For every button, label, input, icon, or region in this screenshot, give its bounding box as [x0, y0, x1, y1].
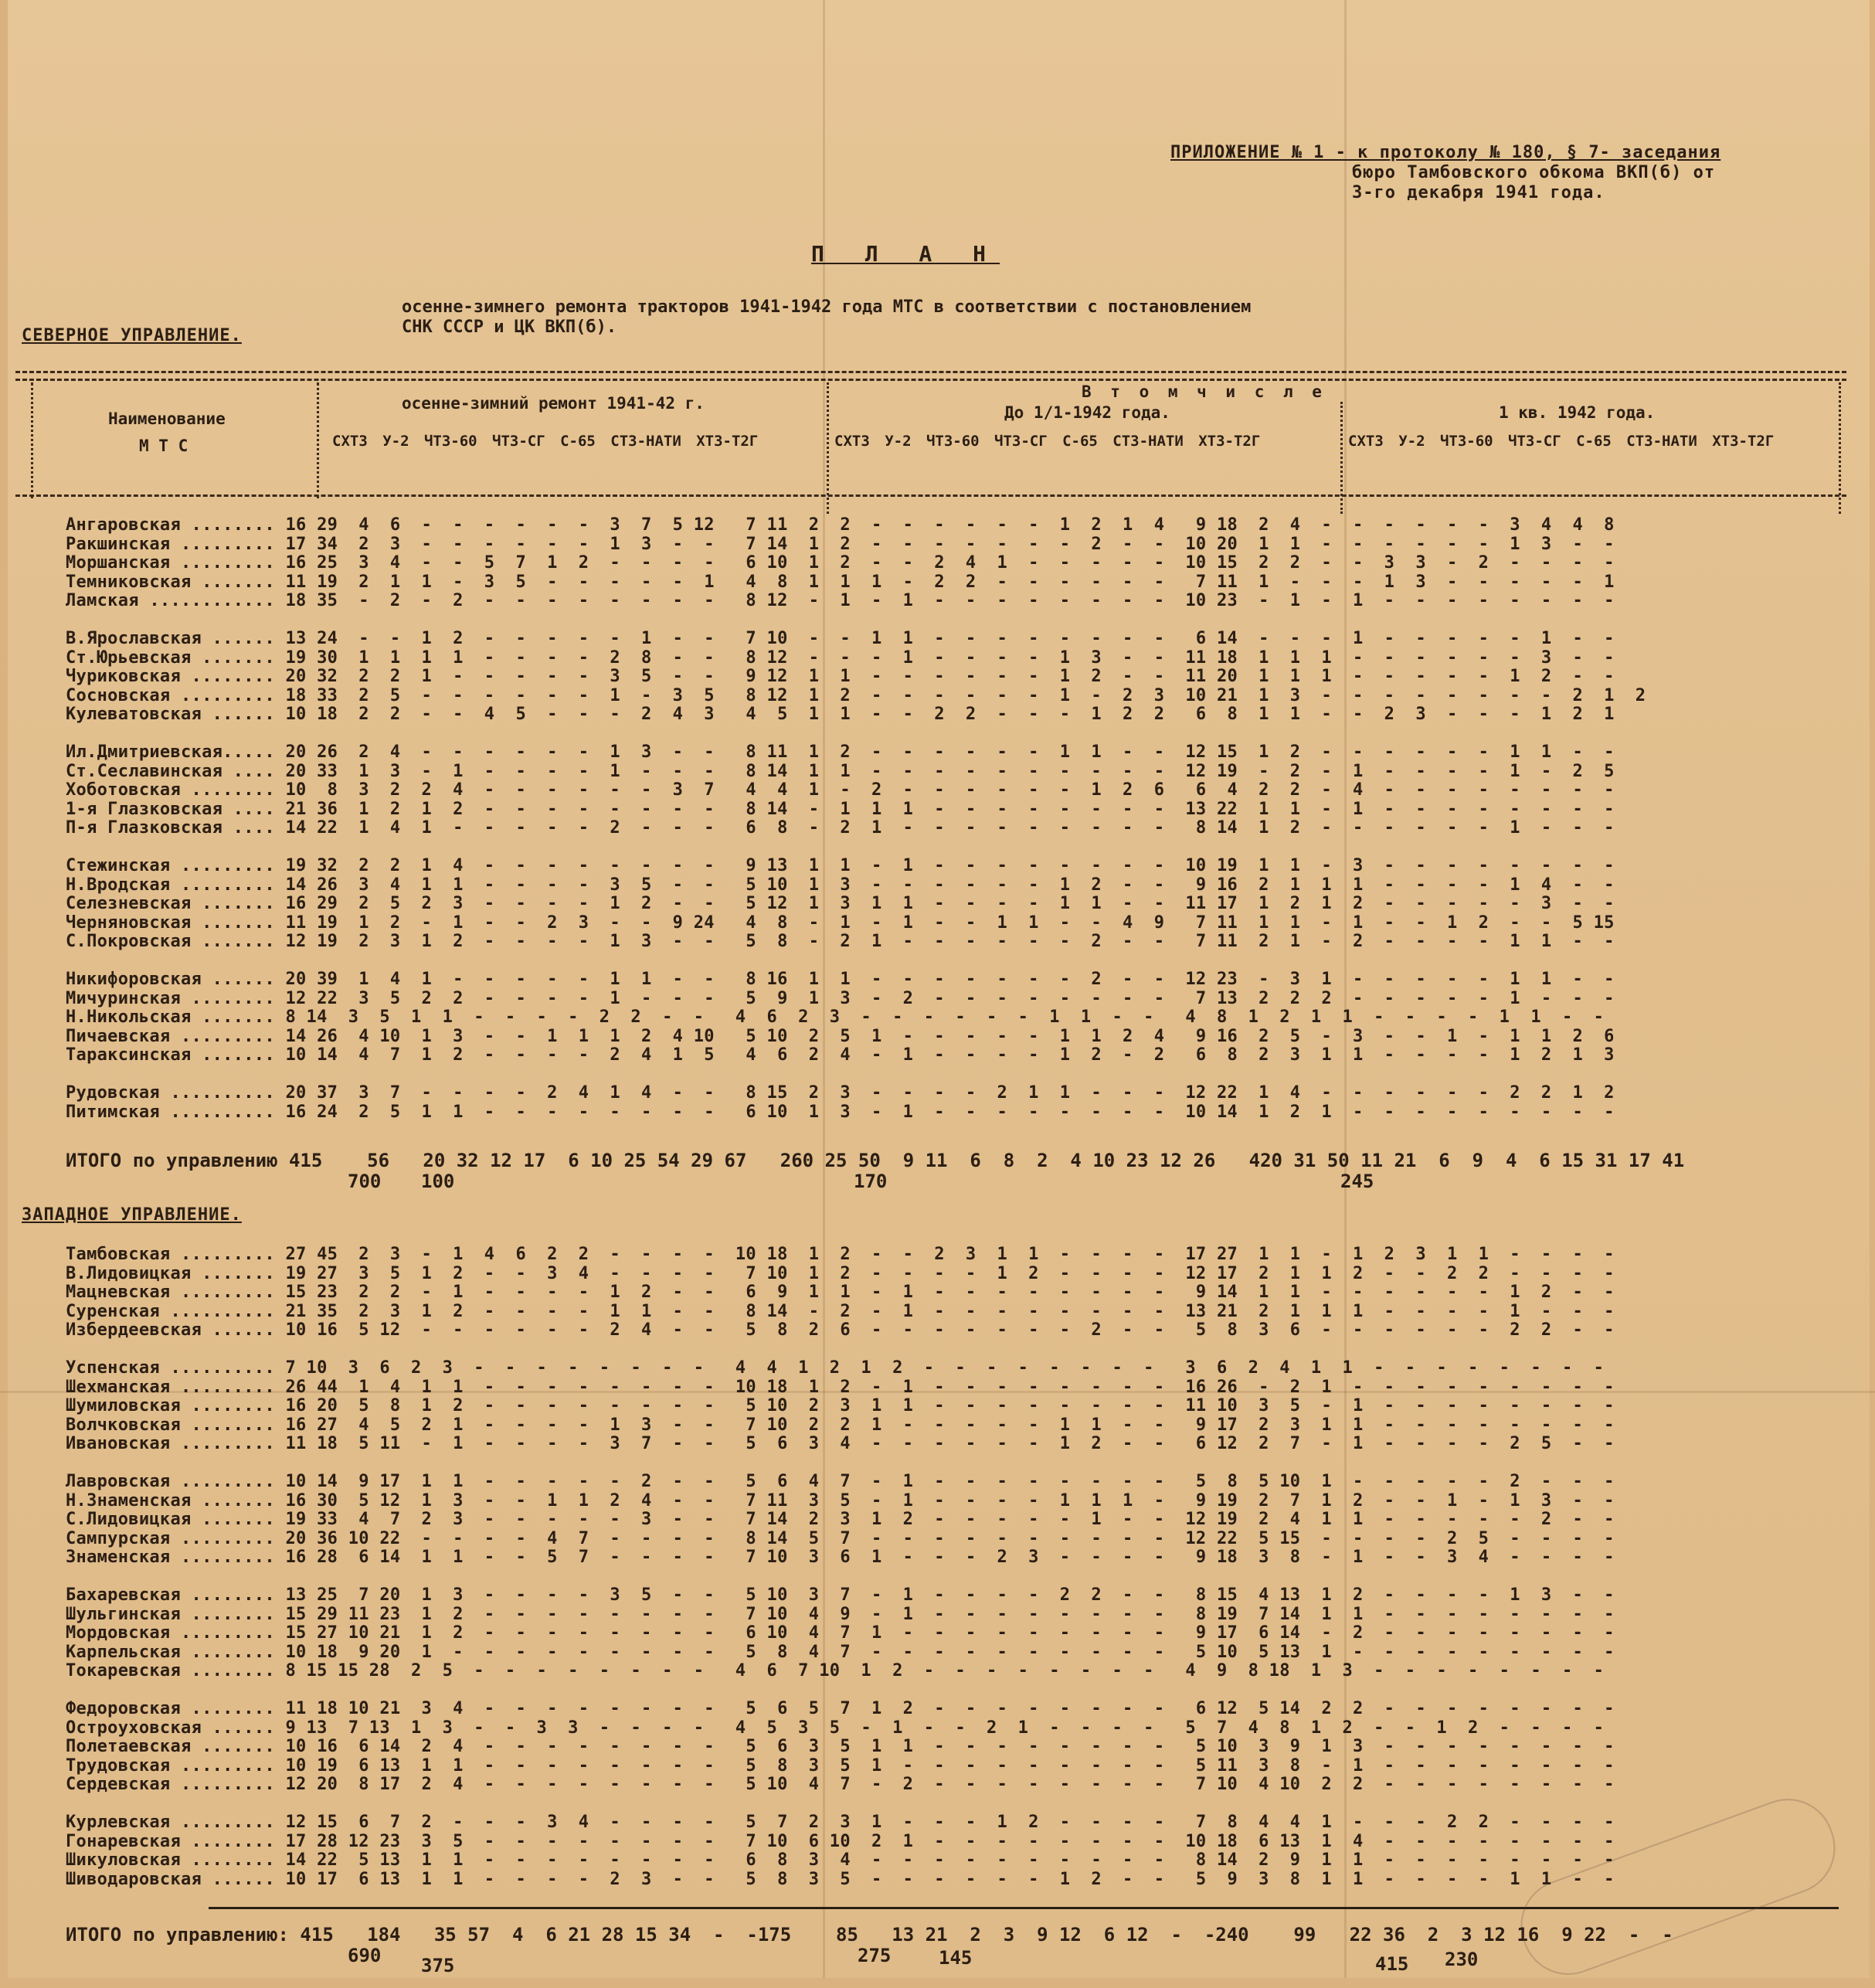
table-row: Тамбовская ......... 27 45 2 3 - 1 4 6 2 2 - - - - 10 18 1 2 - - 2 3 1 1 - - - - 17 27 1 1 - 1 2 3 1 1 - - - - [66, 1245, 1615, 1264]
table-row: Селезневская ....... 16 29 2 5 2 3 - - - - 1 2 - - 5 12 1 3 1 1 - - - - 1 1 - - 11 17 1 2 1 2 - - - - - 3 - - [66, 894, 1615, 914]
table-row: Шехманская ......... 26 44 1 4 1 1 - - - - - - - - 10 18 1 2 - 1 - - - - - - - - 16 26 - 2 1 - - - - - - - - - [66, 1377, 1615, 1397]
table-row: П-я Глазковская .... 14 22 1 4 1 - - - - - 2 - - - 6 8 - 2 1 - - - - - - - - - 8 14 1 2 - - - - - - 1 - - - [66, 818, 1615, 838]
page-title: П Л А Н [811, 241, 1000, 267]
table-row: Трудовская ......... 10 19 6 13 1 1 - - - - - - - - 5 8 3 5 1 - - - - - - - - - 5 11 3 8 - 1 - - - - - - - - [66, 1755, 1615, 1776]
north-total-sub: 700 [348, 1171, 382, 1192]
table-row: Лавровская ......... 10 14 9 17 1 1 - - - - - 2 - - 5 6 4 7 - 1 - - - - - - - - 5 8 5 10 1 - - - - - 2 - - - [66, 1472, 1615, 1491]
west-total-row: ИТОГО по управлению: 415 184 35 57 4 6 21 28 15 34 - -175 85 13 21 2 3 9 12 6 12 - -240 99 22 36 2 3 12 16 9 22 - - [66, 1924, 1673, 1946]
column-separator [827, 382, 829, 514]
table-row: С.Покровская ....... 12 19 2 3 1 2 - - - - 1 3 - - 5 8 - 2 1 - - - - - - 2 - - 7 11 2 1 - 2 - - - - 1 1 - - [66, 932, 1615, 952]
table-row: Ламская ............ 18 35 - 2 - 2 - - - - - - - - 8 12 - 1 - 1 - - - - - - - - 10 23 - 1 - 1 - - - - - - - - [66, 591, 1615, 611]
table-row: Остроуховская ...... 9 13 7 13 1 3 - - 3 3 - - - - 4 5 3 5 - 1 - - 2 1 - - - - 5 7 4 8 1 2 - - 1 2 - - - - [66, 1718, 1605, 1738]
column-separator [31, 382, 33, 498]
table-row: Стежинская ......... 19 32 2 2 1 4 - - - - - - - - 9 13 1 1 - 1 - - - - - - - - 10 19 1 1 - 3 - - - - - - - - [66, 856, 1615, 875]
table-row: Черняновская ....... 11 19 1 2 - 1 - - 2 3 - - 9 24 4 8 - 1 - 1 - - 1 1 - - 4 9 7 11 1 1 - 1 - - 1 2 - - 5 15 [66, 912, 1615, 933]
column-types-2: СХТЗ У-2 ЧТЗ-60 ЧТЗ-СГ С-65 СТЗ-НАТИ ХТЗ-Т2Г [834, 433, 1261, 450]
table-row: Бахаревская ........ 13 25 7 20 1 3 - - - - 3 5 - - 5 10 3 7 - 1 - - - - 2 2 - - 8 15 4 13 1 2 - - - - 1 3 - - [66, 1585, 1615, 1605]
table-row: Шульгинская ........ 15 29 11 23 1 2 - - - - - - - - 7 10 4 9 - 1 - - - - - - - - 8 19 7 14 1 1 - - - - - - - - [66, 1604, 1615, 1624]
table-row: Чуриковская ........ 20 32 2 2 1 - - - - - 3 5 - - 9 12 1 1 - - - - - - 1 2 - - 11 20 1 1 1 - - - - - 1 2 - - [66, 667, 1615, 687]
column-separator [1340, 402, 1343, 514]
column-group-before: До 1/1-1942 года. [1004, 403, 1170, 422]
table-top-rule [15, 379, 1846, 381]
table-row: Никифоровская ...... 20 39 1 4 1 - - - - - 1 1 - - 8 16 1 1 - - - - - - - 2 - - 12 23 - 3 1 - - - - - 1 1 - - [66, 970, 1615, 989]
table-row: Кулеватовская ...... 10 18 2 2 - - 4 5 - - - 2 4 3 4 5 1 1 - - 2 2 - - - 1 2 2 6 8 1 1 - - 2 3 - - - 1 2 1 [66, 705, 1615, 725]
column-separator [1839, 382, 1841, 514]
north-total-sub: 100 [421, 1171, 455, 1192]
west-total-sub: 145 [939, 1947, 973, 1969]
west-total-sub: 230 [1445, 1949, 1479, 1970]
header-line-3: 3-го декабря 1941 года. [1352, 183, 1605, 202]
west-total-sub: 415 [1375, 1953, 1409, 1975]
table-row: Курлевская ......... 12 15 6 7 2 - - - 3 4 - - - - 5 7 2 3 1 - - - 1 2 - - - - 7 8 4 4 1 - - - 2 2 - - - - [66, 1813, 1615, 1832]
header-line-2: бюро Тамбовского обкома ВКП(б) от [1352, 163, 1716, 182]
table-row: Ил.Дмитриевская..... 20 26 2 4 - - - - - - 1 3 - - 8 11 1 2 - - - - - - 1 1 - - 12 15 1 2 - - - - - - 1 1 - - [66, 743, 1615, 762]
table-row: В.Ярославская ...... 13 24 - - 1 2 - - - - - 1 - - 7 10 - - 1 1 - - - - - - - - 6 14 - - - 1 - - - - - 1 - - [66, 629, 1615, 648]
table-row: Знаменская ......... 16 28 6 14 1 1 - - 5 7 - - - - 7 10 3 6 1 - - - 2 3 - - - - 9 18 3 8 - 1 - - 3 4 - - - - [66, 1548, 1615, 1568]
north-region-title: СЕВЕРНОЕ УПРАВЛЕНИЕ. [22, 326, 242, 345]
document-header [1170, 143, 1720, 203]
table-row: Рудовская .......... 20 37 3 7 - - - - 2 4 1 4 - - 8 15 2 3 - - - - 2 1 1 - - - 12 22 1 4 - - - - - - 2 2 1 2 [66, 1083, 1615, 1103]
table-row: Избердеевская ...... 10 16 5 12 - - - - - - 2 4 - - 5 8 2 6 - - - - - - - 2 - - 5 8 3 6 - - - - - - 2 2 - - [66, 1320, 1615, 1341]
table-row: Сампурская ......... 20 36 10 22 - - - - 4 7 - - - - 8 14 5 7 - - - - - - - - - - 12 22 5 15 - - - - 2 5 - - - - [66, 1528, 1615, 1548]
table-row: 1-я Глазковская .... 21 36 1 2 1 2 - - - - - - - - 8 14 - 1 1 1 - - - - - - - - 13 22 1 1 - 1 - - - - - - - - [66, 799, 1615, 819]
west-total-sub: 375 [421, 1955, 455, 1976]
table-row: Карпельская ........ 10 18 9 20 1 - - - - - - - - - 5 8 4 7 - - - - - - - - - - 5 10 5 13 1 - - - - - - - - - [66, 1642, 1615, 1662]
table-top-rule [15, 371, 1846, 373]
column-group-total: осенне-зимний ремонт 1941-42 г. [402, 394, 705, 413]
subtitle-line-1: осенне-зимнего ремонта тракторов 1941-1942 года МТС в соответствии с постановлением [402, 297, 1252, 317]
table-row: Пичаевская ......... 14 26 4 10 1 3 - - 1 1 1 2 4 10 5 10 2 5 1 - - - - - 1 1 2 4 9 16 2 5 - 3 - - 1 - 1 1 2 6 [66, 1026, 1615, 1046]
table-row: Ракшинская ......... 17 34 2 3 - - - - - - 1 3 - - 7 14 1 2 - - - - - - - 2 - - 10 20 1 1 - - - - - - 1 3 - - [66, 534, 1615, 554]
table-row: Мичуринская ........ 12 22 3 5 2 2 - - - - 1 - - - 5 9 1 3 - 2 - - - - - - - - 7 13 2 2 2 - - - - - 1 - - - [66, 988, 1615, 1008]
table-row: Сердевская ......... 12 20 8 17 2 4 - - - - - - - - 5 10 4 7 - 2 - - - - - - - - 7 10 4 10 2 2 - - - - - - - - [66, 1775, 1615, 1795]
column-header-name: Наименование [108, 409, 226, 428]
north-total-row: ИТОГО по управлению 415 56 20 32 12 17 6 10 25 54 29 67 260 25 50 9 11 6 8 2 4 10 23 12 26 420 31 50 11 21 6 9 4 6 15 31 17 41 [66, 1150, 1685, 1171]
table-row: С.Лидовицкая ....... 19 33 4 7 2 3 - - - - - 3 - - 7 14 2 3 1 2 - - - - - 1 - - 12 19 2 4 1 1 - - - - - 2 - - [66, 1510, 1615, 1530]
table-row: Ст.Сеславинская .... 20 33 1 3 - 1 - - - - 1 - - - 8 14 1 1 - - - - - - - - - - 12 19 - 2 - 1 - - - - 1 - 2 5 [66, 761, 1615, 781]
table-row: Федоровская ........ 11 18 10 21 3 4 - - - - - - - - 5 6 5 7 1 2 - - - - - - - - 6 12 5 14 2 2 - - - - - - - - [66, 1699, 1615, 1718]
table-row: Полетаевская ....... 10 16 6 14 2 4 - - - - - - - - 5 6 3 5 1 1 - - - - - - - - 5 10 3 9 1 3 - - - - - - - - [66, 1737, 1615, 1757]
table-row: Темниковская ....... 11 19 2 1 1 - 3 5 - - - - - 1 4 8 1 1 1 - 2 2 - - - - - - 7 11 1 - - - 1 3 - - - - - 1 [66, 572, 1615, 592]
table-row: В.Лидовицкая ....... 19 27 3 5 1 2 - - 3 4 - - - - 7 10 1 2 - - - - 1 2 - - - - 12 17 2 1 1 2 - - 2 2 - - - - [66, 1263, 1615, 1283]
table-row: Н.Вродская ......... 14 26 3 4 1 1 - - - - 3 5 - - 5 10 1 3 - - - - - - 1 2 - - 9 16 2 1 1 1 - - - - 1 4 - - [66, 875, 1615, 895]
table-row: Успенская .......... 7 10 3 6 2 3 - - - - - - - - 4 4 1 2 1 2 - - - - - - - - 3 6 2 4 1 1 - - - - - - - - [66, 1358, 1605, 1378]
column-group-vtom: В т о м ч и с л е [1082, 382, 1326, 401]
header-line-1: ПРИЛОЖЕНИЕ № 1 - к протоколу № 180, § 7- заседания [1170, 143, 1721, 162]
table-row: Шиводаровская ...... 10 17 6 13 1 1 - - - - 2 3 - - 5 8 3 5 - - - - - - 1 2 - - 5 9 3 8 1 1 - - - - 1 1 - - [66, 1869, 1615, 1889]
table-row: Н.Никольская ....... 8 14 3 5 1 1 - - - - 2 2 - - 4 6 2 3 - - - - - - 1 1 - - 4 8 1 2 1 1 - - - - 1 1 - - [66, 1008, 1605, 1028]
table-row: Токаревская ........ 8 15 15 28 2 5 - - - - - - - - 4 6 7 10 1 2 - - - - - - - - 4 9 8 18 1 3 - - - - - - - - [66, 1661, 1605, 1681]
column-separator [317, 382, 319, 498]
column-types-1: СХТЗ У-2 ЧТЗ-60 ЧТЗ-СГ С-65 СТЗ-НАТИ ХТЗ-Т2Г [332, 433, 759, 450]
column-group-q1: 1 кв. 1942 года. [1499, 403, 1656, 422]
table-row: Суренская .......... 21 35 2 3 1 2 - - - - 1 1 - - 8 14 - 2 - 1 - - - - - - - - 13 21 2 1 1 1 - - - - 1 - - - [66, 1301, 1615, 1321]
table-row: Гонаревская ........ 17 28 12 23 3 5 - - - - - - - - 7 10 6 10 2 1 - - - - - - - - 10 18 6 13 1 4 - - - - - - - - [66, 1831, 1615, 1851]
table-header-rule [15, 494, 1846, 497]
table-row: Мордовская ......... 15 27 10 21 1 2 - - - - - - - - 6 10 4 7 1 - - - - - - - - - 9 17 6 14 - 2 - - - - - - - - [66, 1623, 1615, 1643]
column-types-3: СХТЗ У-2 ЧТЗ-60 ЧТЗ-СГ С-65 СТЗ-НАТИ ХТЗ-Т2Г [1348, 433, 1775, 450]
table-row: Н.Знаменская ....... 16 30 5 12 1 3 - - 1 1 2 4 - - 7 11 3 5 - 1 - - - - 1 1 1 - 9 19 2 7 1 2 - - 1 - 1 3 - - [66, 1490, 1615, 1511]
column-header-mts: М Т С [139, 437, 189, 455]
west-total-sub: 690 [348, 1945, 382, 1966]
table-row: Питимская .......... 16 24 2 5 1 1 - - - - - - - - 6 10 1 3 - 1 - - - - - - - - 10 14 1 2 1 - - - - - - - - - [66, 1102, 1615, 1122]
table-row: Моршанская ......... 16 25 3 4 - - 5 7 1 2 - - - - 6 10 1 2 - - 2 4 1 - - - - - 10 15 2 2 - - 3 3 - 2 - - - - [66, 553, 1615, 573]
table-row: Мацневская ......... 15 23 2 2 - 1 - - - - 1 2 - - 6 9 1 1 - 1 - - - - - - - - 9 14 1 1 - - - - - - 1 2 - - [66, 1283, 1615, 1303]
table-row: Хоботовская ........ 10 8 3 2 2 4 - - - - - - 3 7 4 4 1 - 2 - - - - - - 1 2 6 6 4 2 2 - 4 - - - - - - - - [66, 780, 1615, 800]
subtitle-line-2: СНК СССР и ЦК ВКП(б). [402, 318, 617, 337]
table-row: Волчковская ........ 16 27 4 5 2 1 - - - - 1 3 - - 7 10 2 2 1 - - - - - 1 1 - - 9 17 2 3 1 1 - - - - - - - - [66, 1415, 1615, 1435]
table-row: Ст.Юрьевская ....... 19 30 1 1 1 1 - - - - 2 8 - - 8 12 - - - 1 - - - - 1 3 - - 11 18 1 1 1 - - - - - - 3 - - [66, 647, 1615, 668]
west-region-title: ЗАПАДНОЕ УПРАВЛЕНИЕ. [22, 1205, 242, 1225]
north-total-sub: 170 [854, 1171, 888, 1192]
west-total-sub: 275 [858, 1945, 892, 1966]
subtitle [402, 297, 1251, 338]
table-row: Шикуловская ........ 14 22 5 13 1 1 - - - - - - - - 6 8 3 4 - - - - - - - - - - 8 14 2 9 1 1 - - - - - - - - [66, 1850, 1615, 1871]
table-row: Ангаровская ........ 16 29 4 6 - - - - - - 3 7 5 12 7 11 2 2 - - - - - - 1 2 1 4 9 18 2 4 - - - - - - 3 4 4 8 [66, 515, 1615, 535]
table-row: Сосновская ......... 18 33 2 5 - - - - - - 1 - 3 5 8 12 1 2 - - - - - - 1 - 2 3 10 21 1 3 - - - - - - - - 2 1 2 [66, 685, 1646, 705]
table-row: Ивановская ......... 11 18 5 11 - 1 - - - - 3 7 - - 5 6 3 4 - - - - - - 1 2 - - 6 12 2 7 - 1 - - - - 2 5 - - [66, 1434, 1615, 1454]
table-row: Шумиловская ........ 16 20 5 8 1 2 - - - - - - - - 5 10 2 3 1 1 - - - - - - - - 11 10 3 5 - 1 - - - - - - - - [66, 1396, 1615, 1416]
north-total-sub: 245 [1340, 1171, 1374, 1192]
table-row: Тараксинская ....... 10 14 4 7 1 2 - - - - 2 4 1 5 4 6 2 4 - 1 - - - - 1 2 - 2 6 8 2 3 1 1 - - - - 1 2 1 3 [66, 1045, 1615, 1065]
